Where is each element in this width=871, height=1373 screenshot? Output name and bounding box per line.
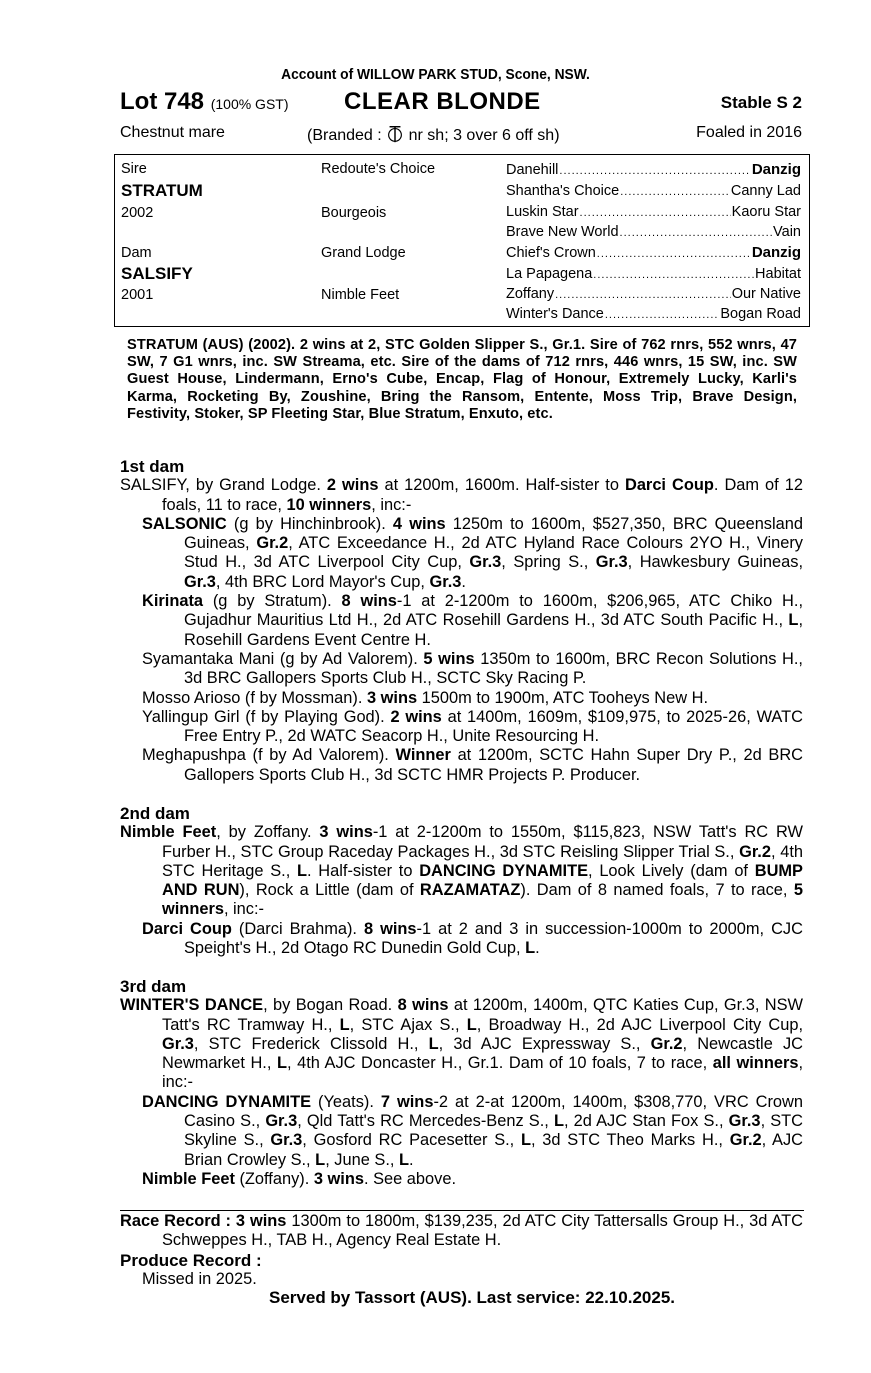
text: , STC Skyline S., (184, 1112, 804, 1150)
bold-text: all winners (712, 1054, 799, 1073)
text: SALSIFY, by Grand Lodge. (120, 476, 327, 495)
bold-text: Gr.2 (256, 534, 289, 553)
brand-suffix: nr sh; 3 over 6 off sh) (408, 127, 560, 144)
text: at 1200m, 1600m. Half-sister to (378, 476, 625, 495)
info-row (120, 124, 802, 146)
progeny-entry (142, 515, 803, 592)
text: 1350m to 1600m, BRC Recon Solutions H., 3d BRC Gallopers Sports Club H., SCTC Sky Racing P. (184, 649, 803, 688)
dam-year: 2001 (121, 287, 154, 303)
text: (Zoffany). (234, 1169, 314, 1188)
progeny-entry (142, 1093, 803, 1170)
text: , Broadway H., 2d AJC Liverpool City Cup, (476, 1015, 804, 1034)
lot-label: Lot 748 (120, 88, 205, 115)
ggp-name: Shantha's Choice (506, 183, 620, 199)
progeny-entry (142, 746, 803, 785)
bold-text: Gr.3 (728, 1112, 761, 1131)
bold-text: DANCING DYNAMITE (142, 1092, 312, 1111)
text: 1250m to 1600m, $527,350, BRC Queensland Guineas, (184, 514, 803, 553)
lot-number (120, 88, 289, 116)
text: , Qld Tatt's RC Mercedes-Benz S., (297, 1112, 554, 1131)
bold-text: 5 winners (162, 881, 803, 919)
progeny-entry (142, 708, 803, 747)
bold-text: 4 wins (392, 514, 446, 533)
text: , by Zoffany. (216, 823, 320, 842)
sire-label: Sire (121, 161, 147, 177)
text: , Newcastle JC Newmarket H., (162, 1034, 803, 1073)
text: Syamantaka Mani (g by Ad Valorem). (142, 649, 424, 668)
brand-description (307, 124, 560, 145)
ggp-name: Zoffany (506, 286, 555, 302)
ggp-row (506, 224, 801, 240)
granddam-maternal: Nimble Feet (321, 287, 400, 303)
third-dam-section (120, 977, 803, 1189)
produce-record-label: Produce Record : (120, 1250, 262, 1270)
bold-text: Nimble Feet (142, 1169, 235, 1188)
text: . (461, 572, 466, 591)
ggp-name: Brave New World (506, 224, 619, 240)
text: -1 at 2 and 3 in succession-1000m to 2000m, CJC Speight's H., 2d Otago RC Dunedin Gold Cup, (184, 919, 803, 958)
bold-text: Winner (395, 746, 451, 765)
divider (120, 1210, 804, 1211)
bold-text: Gr.3 (595, 553, 628, 572)
text: at 1400m, 1609m, $109,975, to 2025-26, WATC Free Entry P., 2d WATC Seacorp H., Unite Resourcing H. (184, 707, 803, 746)
bold-text: 2 wins (326, 476, 379, 495)
bold-text: L (788, 611, 799, 630)
bold-text: 5 wins (423, 649, 475, 668)
bold-text: BUMP AND RUN (162, 861, 803, 900)
text: ), Rock a Little (dam of (239, 881, 420, 900)
text: 1500m to 1900m, ATC Tooheys New H. (417, 688, 709, 707)
bold-text: DANCING DYNAMITE (419, 861, 589, 880)
text: , 4th BRC Lord Mayor's Cup, (215, 572, 430, 591)
ggp-row (506, 244, 801, 261)
bold-text: 3 wins (319, 823, 373, 842)
text: , Hawkesbury Guineas, (627, 553, 803, 572)
progeny-entry (142, 689, 803, 708)
brand-prefix: (Branded : (307, 127, 382, 144)
records-section (120, 1212, 803, 1289)
ggp-sire: Vain (773, 224, 801, 240)
bold-text: L (296, 861, 307, 880)
ggp-sire: Our Native (731, 286, 801, 302)
text: (g by Hinchinbrook). (226, 514, 393, 533)
bold-text: Gr.2 (729, 1131, 762, 1150)
ggp-sire: Danzig (751, 161, 801, 178)
bold-text: L (525, 939, 536, 958)
dam-intro (120, 823, 803, 919)
bold-text: Gr.3 (429, 572, 462, 591)
lot-header (120, 88, 802, 118)
bold-text: L (276, 1054, 287, 1073)
ggp-name: Winter's Dance (506, 306, 604, 322)
text: (Darci Brahma). (231, 919, 364, 938)
ggp-sire: Bogan Road (720, 306, 801, 322)
foaled-year: Foaled in 2016 (696, 124, 802, 141)
dam-intro (120, 996, 803, 1092)
text: , June S., (325, 1150, 399, 1169)
text: . (409, 1150, 414, 1169)
served-by: Served by Tassort (AUS). Last service: 22.10.2025. (269, 1288, 675, 1307)
bold-text: Race Record : 3 wins (120, 1212, 287, 1230)
bold-text: 3 wins (366, 688, 418, 707)
ggp-name: Danehill (506, 162, 559, 178)
text: , Spring S., (501, 553, 596, 572)
text: . (535, 939, 540, 958)
produce-record-text: Missed in 2025. (142, 1269, 257, 1288)
ggp-row (506, 286, 801, 302)
bold-text: 10 winners (286, 495, 372, 514)
text: , STC Ajax S., (349, 1015, 467, 1034)
text: -1 at 2-1200m to 1600m, $206,965, ATC Chiko H., Gujadhur Mauritius Ltd H., 2d ATC Rosehill Gardens H., 3d ATC South Pacific H., (184, 592, 804, 630)
dam-label: Dam (121, 245, 152, 261)
text: -2 at 2-at 1200m, 1400m, $308,770, VRC Crown Casino S., (184, 1092, 803, 1131)
race-record (120, 1212, 803, 1251)
bold-text: Nimble Feet (120, 823, 217, 842)
first-dam-section (120, 457, 803, 785)
bold-text: Gr.3 (162, 1034, 194, 1053)
ggp-sire: Canny Lad (730, 183, 801, 199)
bold-text: 8 wins (363, 919, 417, 938)
second-dam-section (120, 804, 803, 958)
text: . Half-sister to (307, 861, 420, 880)
bold-text: Gr.3 (265, 1112, 298, 1131)
bold-text: L (339, 1015, 350, 1034)
progeny-entry (142, 920, 803, 959)
stable-label: Stable S 2 (720, 93, 802, 112)
sire-year: 2002 (121, 205, 154, 221)
text: , inc:- (223, 900, 265, 919)
bold-text: Darci Coup (624, 476, 714, 495)
sire-name: STRATUM (121, 181, 203, 200)
bold-text: RAZAMATAZ (419, 881, 521, 900)
sex-colour: Chestnut mare (120, 124, 225, 141)
text: -1 at 2-1200m to 1550m, $115,823, NSW Tatt's RC RW Furber H., STC Group Raceday Packages H., 3d STC Reisling Slipper Trial S., (162, 823, 803, 861)
text: , 3d AJC Expressway S., (438, 1034, 651, 1053)
text: . See above. (363, 1169, 457, 1188)
bold-text: L (553, 1112, 564, 1131)
ggp-sire: Habitat (755, 266, 801, 282)
text: , 3d STC Theo Marks H., (531, 1131, 730, 1150)
bold-text: Gr.2 (739, 842, 771, 861)
text: 1300m to 1800m, $139,235, 2d ATC City Tattersalls Group H., 3d ATC Schweppes H., TAB H., Agency Real Estate H. (162, 1212, 803, 1250)
text: Meghapushpa (f by Ad Valorem). (142, 746, 396, 765)
text: , AJC Brian Crowley S., (184, 1131, 803, 1169)
bold-text: 3 wins (313, 1169, 364, 1188)
text: , 2d AJC Stan Fox S., (563, 1112, 729, 1131)
bold-text: 7 wins (380, 1092, 434, 1111)
text: . Dam of 12 foals, 11 to race, (162, 476, 803, 514)
bold-text: WINTER'S DANCE (120, 996, 264, 1015)
grandsire-maternal: Grand Lodge (321, 245, 406, 261)
text: , Look Lively (dam of (588, 861, 755, 880)
text: (Yeats). (311, 1092, 381, 1111)
ggp-name: Chief's Crown (506, 245, 596, 261)
bold-text: Gr.3 (270, 1131, 303, 1150)
dam-intro (120, 476, 803, 515)
bold-text: Gr.3 (469, 553, 502, 572)
bold-text: L (428, 1034, 439, 1053)
bold-text: Darci Coup (142, 919, 232, 938)
bold-text: L (399, 1150, 410, 1169)
bold-text: Kirinata (142, 592, 204, 611)
granddam-paternal: Bourgeois (321, 205, 387, 221)
bold-text: SALSONIC (142, 514, 227, 533)
bold-text: Gr.2 (650, 1034, 683, 1053)
text: Yallingup Girl (f by Playing God). (142, 707, 391, 726)
text: , 4th AJC Doncaster H., Gr.1. Dam of 10 foals, 7 to race, (286, 1054, 713, 1073)
text: , STC Frederick Clissold H., (193, 1034, 429, 1053)
section-heading: 1st dam (120, 457, 185, 476)
account-line: Account of WILLOW PARK STUD, Scone, NSW. (281, 66, 590, 83)
ggp-row (506, 266, 801, 282)
horse-name: CLEAR BLONDE (344, 88, 541, 115)
text: , by Bogan Road. (263, 996, 398, 1015)
bold-text: L (466, 1015, 477, 1034)
ggp-row (506, 306, 801, 322)
ggp-name: Luskin Star (506, 204, 579, 220)
pedigree-table (114, 154, 810, 327)
text: , ATC Exceedance H., 2d ATC Hyland Race Colours 2YO H., Vinery Stud H., 3d ATC Liverpool City Cup, (184, 534, 803, 572)
ggp-sire: Kaoru Star (731, 204, 801, 220)
sire-summary: STRATUM (AUS) (2002). 2 wins at 2, STC Golden Slipper S., Gr.1. Sire of 762 rnrs, 552 wnrs, 47 SW, 7 G1 wnrs, inc. SW Streama, etc. Sire of the dams of 712 rnrs, 446 wnrs, 15 SW, inc. SW Guest House, Lindermann, Erno's Cube, Encap, Flag of Honour, Extremely Lucky, Karli's Karma, Rocketing By, Zoushine, Bring the Ransom, Entente, Moss Trip, Brave Design, Festivity, Stoker, SP Fleeting Star, Blue Stratum, Enxuto, etc. (127, 337, 797, 422)
section-heading: 2nd dam (120, 804, 190, 823)
text: , Rosehill Gardens Event Centre H. (184, 611, 803, 649)
brand-symbol-icon (386, 124, 404, 144)
bold-text: 2 wins (390, 707, 442, 726)
text: at 1200m, 1400m, QTC Katies Cup, Gr.3, NSW Tatt's RC Tramway H., (162, 996, 803, 1034)
ggp-row (506, 183, 801, 199)
text: Mosso Arioso (f by Mossman). (142, 688, 367, 707)
text: at 1200m, SCTC Hahn Super Dry P., 2d BRC Gallopers Sports Club H., 3d SCTC HMR Projects P. Producer. (184, 746, 803, 784)
text: , 4th STC Heritage S., (162, 842, 803, 880)
bold-text: 8 wins (341, 592, 397, 611)
gst-label: (100% GST) (210, 96, 289, 112)
dam-name: SALSIFY (121, 264, 193, 283)
ggp-name: La Papagena (506, 266, 593, 282)
ggp-row (506, 161, 801, 178)
bold-text: 8 wins (397, 996, 449, 1015)
text: , Gosford RC Pacesetter S., (302, 1131, 521, 1150)
text: (g by Stratum). (203, 592, 342, 611)
grandsire-paternal: Redoute's Choice (321, 161, 436, 177)
progeny-entry (142, 592, 803, 650)
bold-text: L (520, 1131, 531, 1150)
bold-text: Gr.3 (184, 572, 216, 591)
progeny-entry (142, 650, 803, 689)
text: ). Dam of 8 named foals, 7 to race, (520, 881, 794, 900)
section-heading: 3rd dam (120, 977, 187, 996)
bold-text: L (315, 1150, 326, 1169)
text: , inc:- (371, 495, 412, 514)
ggp-sire: Danzig (751, 244, 801, 261)
ggp-row (506, 204, 801, 220)
text: , inc:- (162, 1054, 804, 1092)
progeny-entry (142, 1170, 803, 1189)
